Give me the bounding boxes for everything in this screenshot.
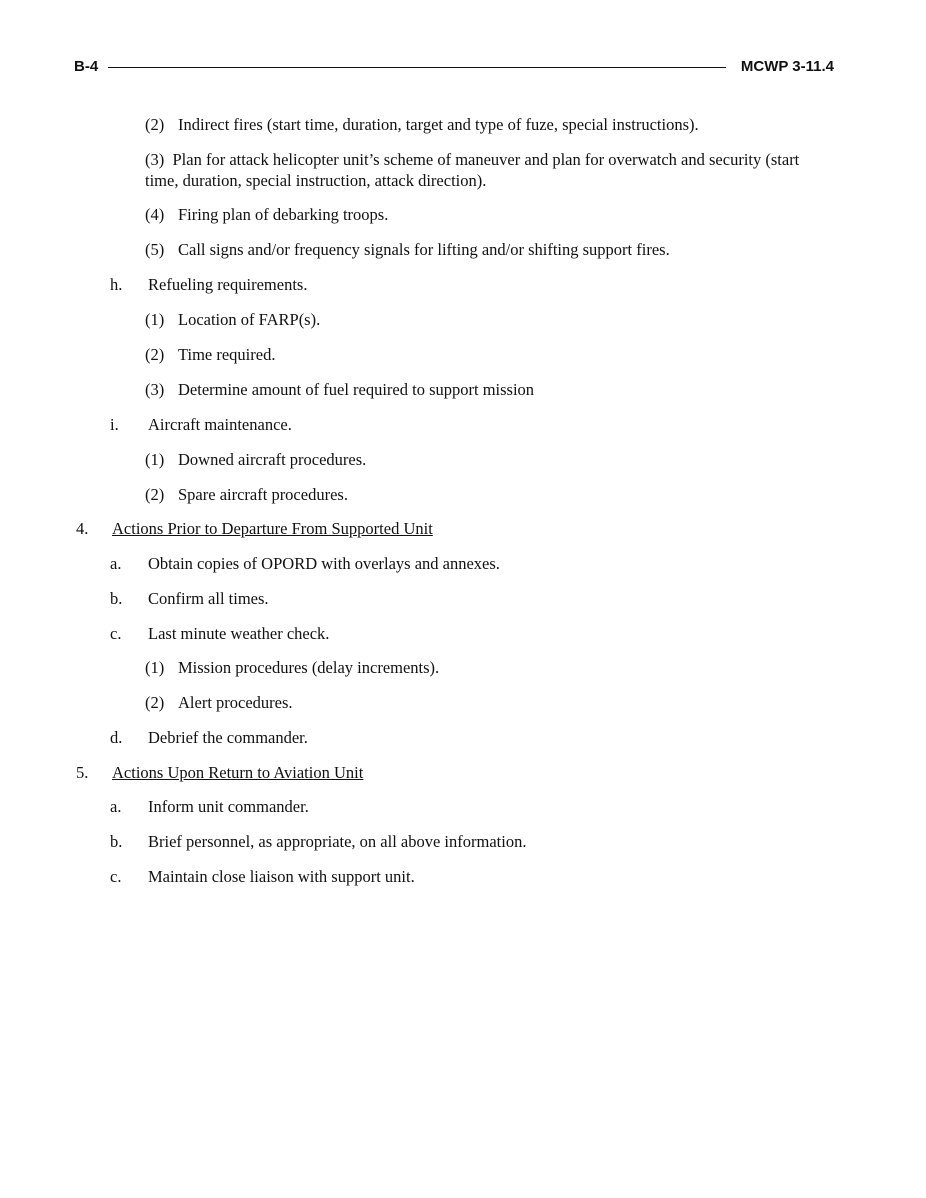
item-text: Time required. [178, 345, 276, 364]
item-label: (2) [145, 115, 165, 134]
item-paragraph [145, 149, 835, 191]
item-label: (4) [145, 205, 165, 224]
item-label: (5) [145, 240, 165, 259]
item-label: (1) [145, 450, 165, 469]
item-label: (3) [145, 380, 165, 399]
item-text: Spare aircraft procedures. [178, 485, 348, 504]
item-label: (2) [145, 693, 165, 712]
item-label: b. [110, 589, 123, 608]
section-number: 4. [76, 519, 89, 538]
item-label: (2) [145, 345, 165, 364]
section-number: 5. [76, 763, 89, 782]
item-label: i. [110, 415, 119, 434]
item-label: a. [110, 797, 122, 816]
page-number: B-4 [74, 58, 99, 75]
item-text: Inform unit commander. [148, 797, 309, 816]
item-label: d. [110, 728, 123, 747]
item-label: (3) [145, 150, 165, 169]
item-label: h. [110, 275, 123, 294]
item-text: Aircraft maintenance. [148, 415, 292, 434]
item-text: Indirect fires (start time, duration, target and type of fuze, special instructions). [178, 115, 699, 134]
item-text: Obtain copies of OPORD with overlays and annexes. [148, 554, 500, 573]
item-text: Downed aircraft procedures. [178, 450, 367, 469]
item-label: a. [110, 554, 122, 573]
item-text: Debrief the commander. [148, 728, 308, 747]
item-text: Plan for attack helicopter unit’s scheme of maneuver and plan for overwatch and security (start time, duration, special instruction, attack direction). [145, 150, 800, 190]
item-text: Firing plan of debarking troops. [178, 205, 389, 224]
item-label: b. [110, 832, 123, 851]
page-header [74, 58, 834, 78]
item-label: c. [110, 624, 122, 643]
item-label: (2) [145, 485, 165, 504]
item-label: (1) [145, 310, 165, 329]
item-text: Location of FARP(s). [178, 310, 321, 329]
item-text: Brief personnel, as appropriate, on all above information. [148, 832, 527, 851]
item-text: Maintain close liaison with support unit. [148, 867, 415, 886]
item-text: Determine amount of fuel required to support mission [178, 380, 535, 399]
section-heading: Actions Upon Return to Aviation Unit [112, 763, 364, 782]
item-text: Alert procedures. [178, 693, 293, 712]
publication-id: MCWP 3-11.4 [740, 58, 834, 75]
item-text: Confirm all times. [148, 589, 269, 608]
header-rule [108, 67, 726, 68]
item-text: Refueling requirements. [148, 275, 308, 294]
item-text: Mission procedures (delay increments). [178, 658, 440, 677]
item-text: Last minute weather check. [148, 624, 330, 643]
item-text: Call signs and/or frequency signals for lifting and/or shifting support fires. [178, 240, 670, 259]
item-label: c. [110, 867, 122, 886]
section-heading: Actions Prior to Departure From Supported Unit [112, 519, 433, 538]
item-label: (1) [145, 658, 165, 677]
